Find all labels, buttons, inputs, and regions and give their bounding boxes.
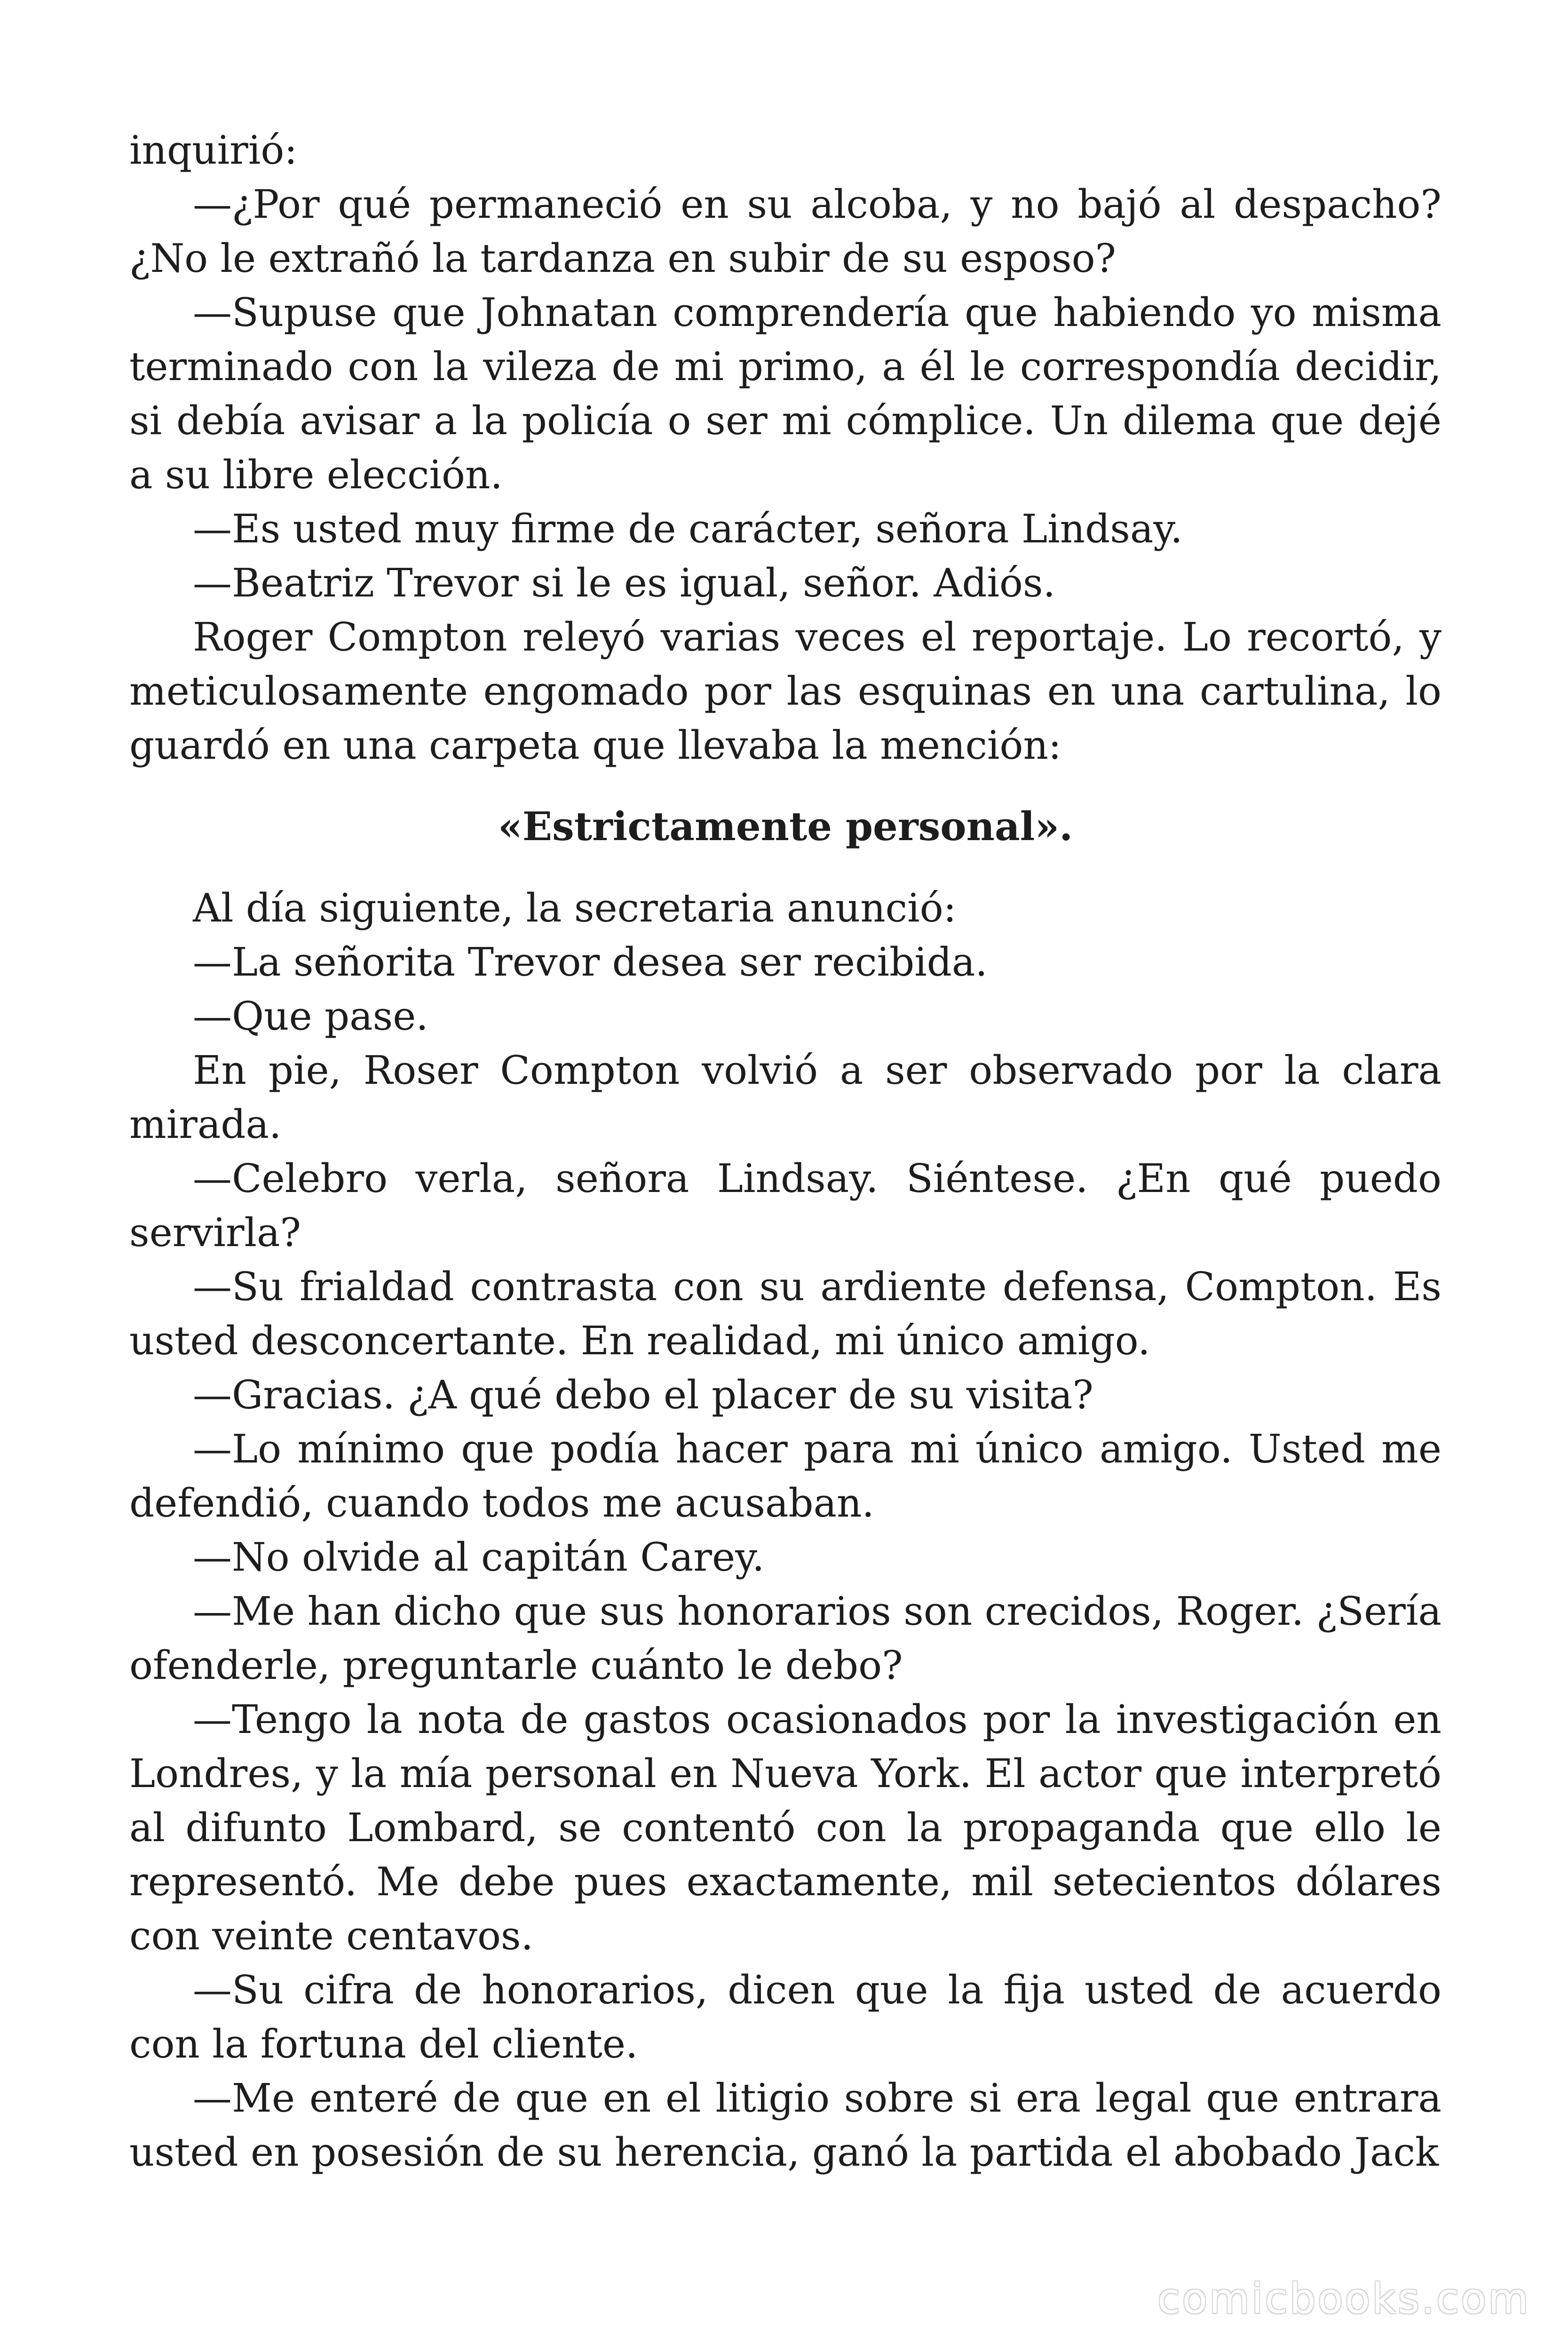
dialogue-paragraph: —Celebro verla, señora Lindsay. Siéntese. ¿En qué puedo servirla?: [129, 1156, 1441, 1255]
dialogue-paragraph: —Tengo la nota de gastos ocasionados por la investigación en Londres, y la mía personal en Nueva York. El actor que interpretó al difunto Lombard, se contentó con la propaganda que ello le representó. Me debe pues exactamente, mil setecientos dólares con veinte centavos.: [129, 1697, 1441, 1959]
dialogue-paragraph: —Su frialdad contrasta con su ardiente defensa, Compton. Es usted desconcertante. En realidad, mi único amigo.: [129, 1264, 1441, 1364]
dialogue-paragraph: —Que pase.: [193, 993, 428, 1039]
paragraph-continuation: inquirió:: [129, 127, 298, 173]
dialogue-paragraph: —Me han dicho que sus honorarios son crecidos, Roger. ¿Sería ofenderle, preguntarle cuánto le debo?: [129, 1589, 1441, 1688]
dialogue-paragraph: —Su cifra de honorarios, dicen que la fija usted de acuerdo con la fortuna del cliente.: [129, 1967, 1441, 2067]
dialogue-paragraph: —No olvide al capitán Carey.: [193, 1534, 765, 1580]
dialogue-paragraph: —La señorita Trevor desea ser recibida.: [193, 939, 988, 985]
dialogue-paragraph: —Lo mínimo que podía hacer para mi único amigo. Usted me defendió, cuando todos me acusaban.: [129, 1426, 1441, 1526]
dialogue-paragraph: —Me enteré de que en el litigio sobre si era legal que entrara usted en posesión de su herencia, ganó la partida el abobado Jack: [129, 2075, 1441, 2175]
narrative-paragraph: En pie, Roser Compton volvió a ser observado por la clara mirada.: [129, 1048, 1441, 1147]
section-heading: «Estrictamente personal».: [498, 803, 1073, 850]
narrative-paragraph: Al día siguiente, la secretaria anunció:: [193, 885, 957, 931]
dialogue-paragraph: —Es usted muy firme de carácter, señora Lindsay.: [193, 506, 1183, 552]
narrative-paragraph: Roger Compton releyó varias veces el reportaje. Lo recortó, y meticulosamente engomado por las esquinas en una cartulina, lo guardó en una carpeta que llevaba la mención:: [129, 614, 1441, 768]
dialogue-paragraph: —Supuse que Johnatan comprendería que habiendo yo misma terminado con la vileza de mi primo, a él le correspondía decidir, si debía avisar a la policía o ser mi cómplice. Un dilema que dejé a su libre elección.: [129, 290, 1441, 498]
dialogue-paragraph: —Gracias. ¿A qué debo el placer de su visita?: [193, 1372, 1093, 1418]
page-text: [129, 123, 1441, 2179]
dialogue-paragraph: —Beatriz Trevor si le es igual, señor. Adiós.: [193, 560, 1055, 606]
watermark-logo: comicbooks.com: [1157, 2274, 1530, 2323]
dialogue-paragraph: —¿Por qué permaneció en su alcoba, y no bajó al despacho? ¿No le extrañó la tardanza en subir de su esposo?: [129, 182, 1441, 281]
